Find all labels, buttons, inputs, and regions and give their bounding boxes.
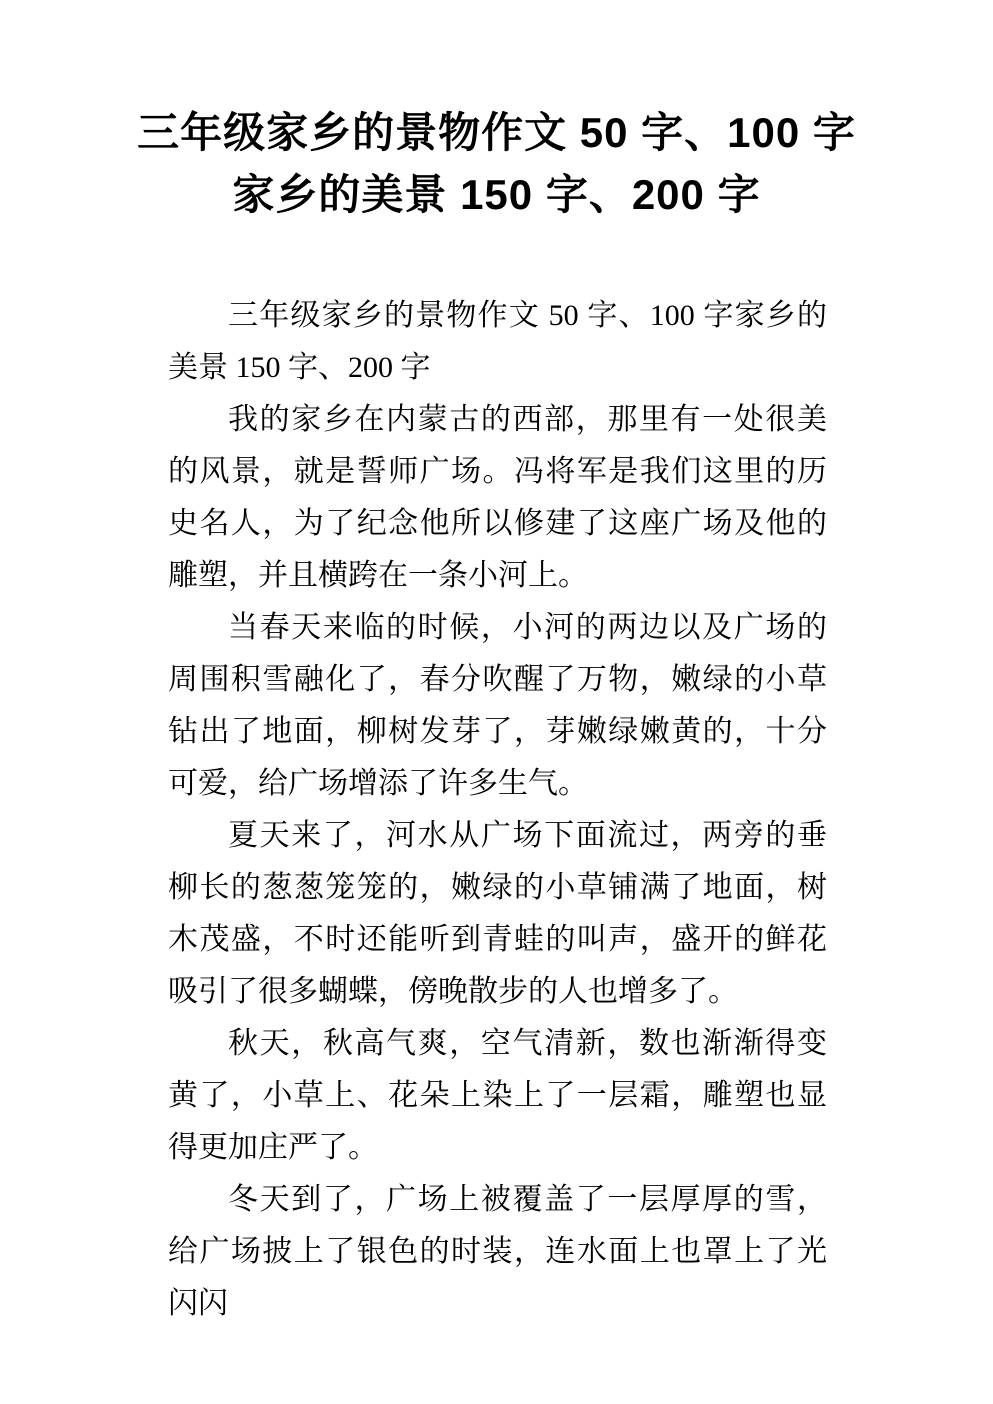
paragraph-intro: 我的家乡在内蒙古的西部，那里有一处很美的风景，就是誓师广场。冯将军是我们这里的历史名人，为了纪念他所以修建了这座广场及他的雕塑，并且横跨在一条小河上。 [168, 403, 827, 592]
document-title [0, 0, 993, 226]
paragraph-autumn: 秋天，秋高气爽，空气清新，数也渐渐得变黄了，小草上、花朵上染上了一层霜，雕塑也显得更加庄严了。 [168, 1027, 827, 1164]
title-line-1: 三年级家乡的景物作文 50 字、100 字 [137, 109, 856, 156]
paragraph-title-repeat: 三年级家乡的景物作文 50 字、100 字家乡的美景 150 字、200 字 [168, 299, 827, 384]
paragraph-summer: 夏天来了，河水从广场下面流过，两旁的垂柳长的葱葱笼笼的，嫩绿的小草铺满了地面，树木茂盛，不时还能听到青蛙的叫声，盛开的鲜花吸引了很多蝴蝶，傍晚散步的人也增多了。 [168, 819, 827, 1008]
title-line-2: 家乡的美景 150 字、200 字 [232, 171, 761, 218]
paragraph-spring: 当春天来临的时候，小河的两边以及广场的周围积雪融化了，春分吹醒了万物，嫩绿的小草钻出了地面，柳树发芽了，芽嫩绿嫩黄的，十分可爱，给广场增添了许多生气。 [168, 611, 827, 800]
document-body [168, 290, 827, 1330]
paragraph-winter: 冬天到了，广场上被覆盖了一层厚厚的雪，给广场披上了银色的时装，连水面上也罩上了光闪闪 [168, 1183, 827, 1320]
